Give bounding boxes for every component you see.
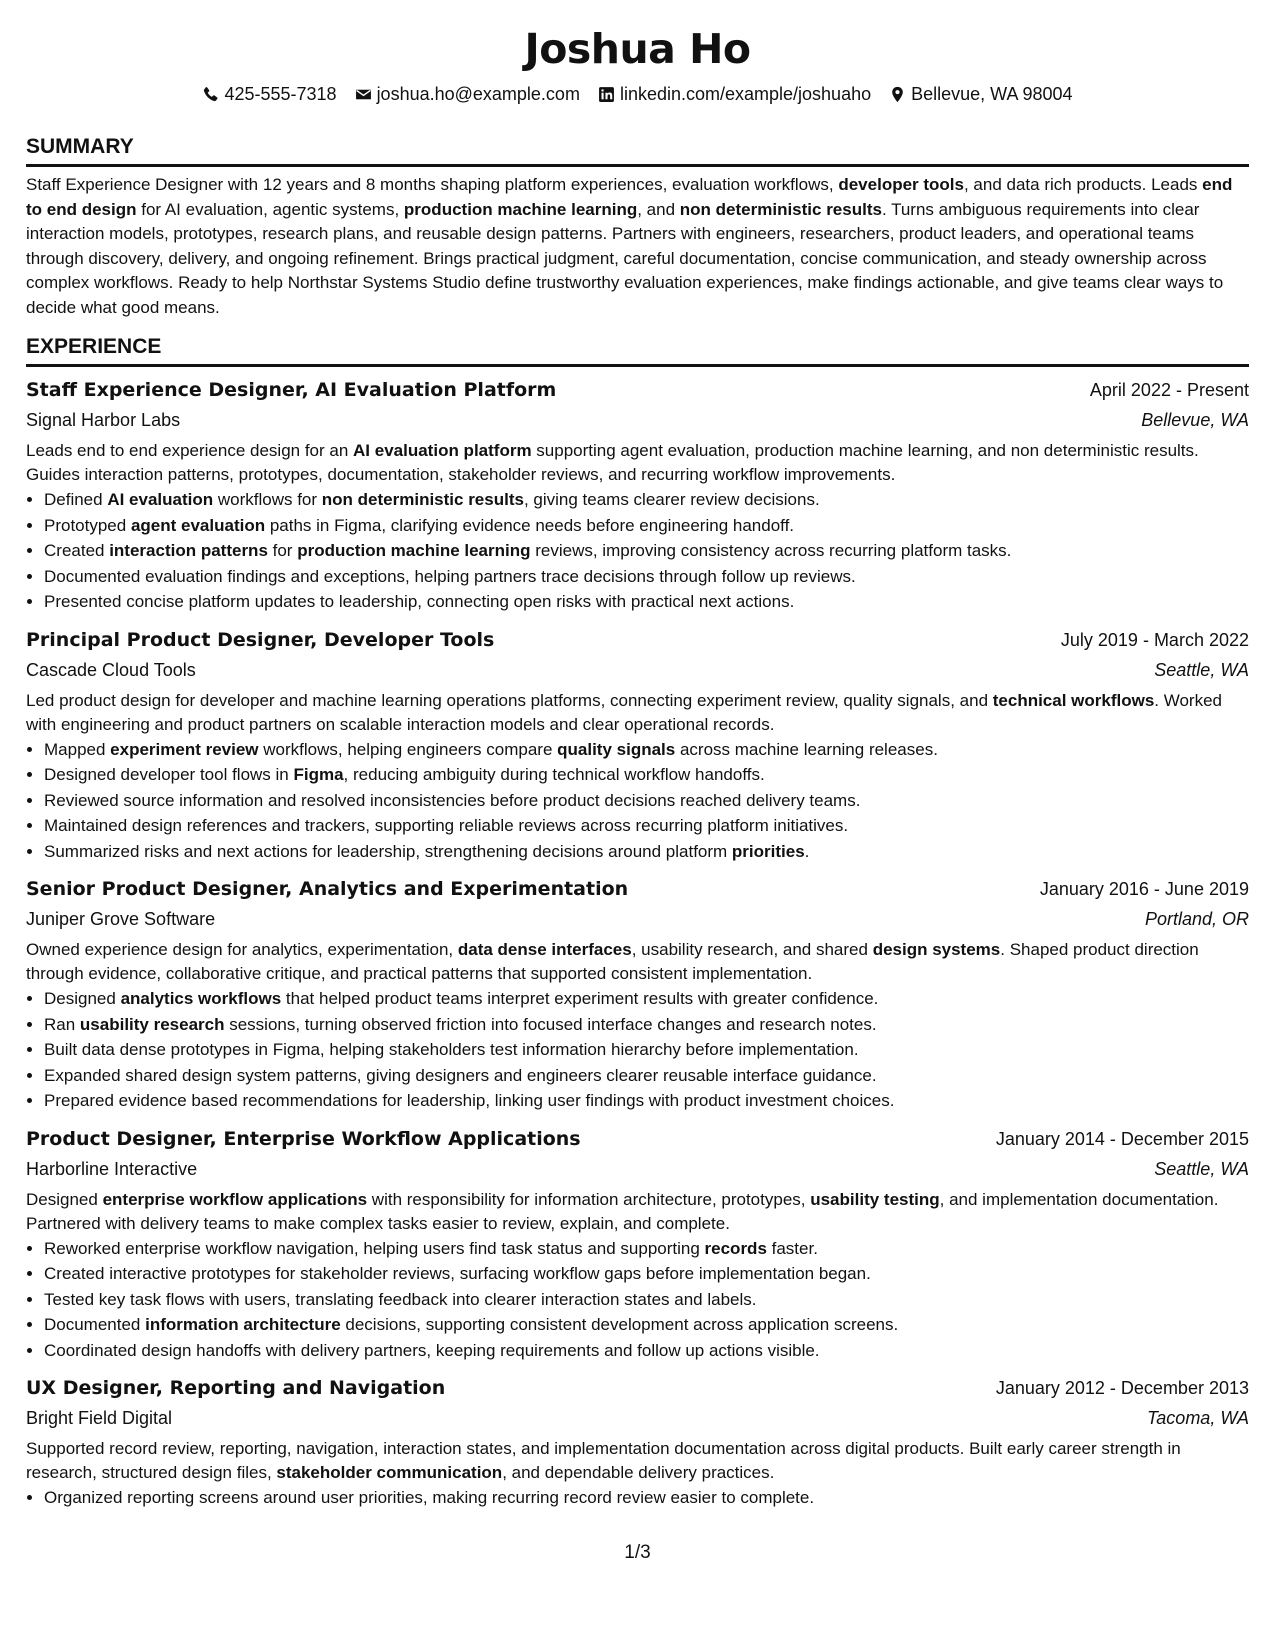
bold-keyword: AI evaluation [107,490,214,509]
text-run: Organized reporting screens around user priorities, making recurring record review easier to complete. [44,1488,815,1507]
bold-keyword: usability research [79,1014,225,1034]
job-entry [26,1124,1249,1364]
phone-text: 425-555-7318 [224,84,337,104]
contact-email[interactable] [355,82,580,106]
bold-keyword: records [704,1238,767,1258]
job-description [26,1437,1249,1485]
job-description [26,689,1249,737]
text-run: Defined [44,490,108,509]
text-run: . Shaped product direction through evidence, collaborative critique, and practical patterns that supported consistent implementation. [26,940,1199,983]
job-description [26,938,1249,986]
job-dates: April 2022 - Present [1089,380,1249,400]
text-run: Owned experience design for analytics, experimentation, [26,940,458,959]
bullet-item [44,762,1249,788]
job-entry [26,874,1249,1114]
candidate-name: Joshua Ho [524,25,751,73]
job-header-row [26,874,1249,904]
text-run: supporting agent evaluation, production machine learning, and non deterministic results. Guides interaction patterns, prototypes, documentation, stakeholder reviews, and recurring workflow improvements. [26,441,1199,484]
company-name: Harborline Interactive [26,1158,198,1179]
bullet-item [44,589,1249,615]
text-run: Created [44,541,110,560]
job-header-row [26,1373,1249,1403]
text-run: Maintained design references and trackers, supporting reliable reviews across recurring platform initiatives. [44,816,849,835]
text-run: Led product design for developer and machine learning operations platforms, connecting experiment review, quality signals, and [26,690,993,710]
bold-keyword: priorities [731,841,805,861]
bullet-item [44,538,1249,564]
contact-location [889,82,1072,106]
bold-keyword: enterprise workflow applications [102,1189,368,1209]
bold-keyword: data dense interfaces [457,940,632,959]
text-run: reviews, improving consistency across recurring platform tasks. [530,541,1012,560]
job-company-row [26,1154,1249,1184]
job-location: Bellevue, WA [1141,410,1249,430]
bold-keyword: technical workflows [992,690,1155,710]
text-run: Documented evaluation findings and exceptions, helping partners trace decisions through follow up reviews. [44,566,856,586]
text-run: Ran [44,1014,80,1034]
bold-keyword: agent evaluation [130,515,266,535]
summary-heading: SUMMARY [26,134,1249,167]
job-entry [26,375,1249,615]
job-list [26,375,1249,1511]
text-run: decisions, supporting consistent development across application screens. [340,1315,899,1334]
text-run: , giving teams clearer review decisions. [523,490,820,509]
company-name: Bright Field Digital [26,1408,173,1428]
job-bullets [26,1236,1249,1364]
text-run: Created interactive prototypes for stakeholder reviews, surfacing workflow gaps before implementation began. [44,1264,871,1283]
bullet-item [44,986,1249,1012]
bold-keyword: end to end design [26,175,1233,219]
bullet-item [44,1261,1249,1287]
text-run: Presented concise platform updates to leadership, connecting open risks with practical next actions. [44,592,795,611]
job-company-row [26,904,1249,934]
bold-keyword: experiment review [110,739,259,759]
text-run: , usability research, and shared [631,940,873,959]
text-run: paths in Figma, clarifying evidence needs before engineering handoff. [265,515,795,535]
text-run: Designed [26,1189,103,1209]
text-run: Summarized risks and next actions for leadership, strengthening decisions around platform [44,841,732,861]
job-description [26,439,1249,487]
bullet-item [44,1088,1249,1114]
job-bullets [26,1485,1249,1511]
text-run: , and data rich products. Leads [963,175,1203,194]
text-run: Tested key task flows with users, translating feedback into clearer interaction states and labels. [44,1289,757,1309]
job-location: Tacoma, WA [1146,1408,1249,1428]
phone-icon [202,86,219,103]
job-description [26,1188,1249,1236]
company-name: Juniper Grove Software [26,909,216,929]
linkedin-text: linkedin.com/example/joshuaho [619,84,872,104]
bullet-item [44,487,1249,513]
job-bullets [26,986,1249,1114]
job-dates: January 2012 - December 2013 [995,1378,1249,1398]
bold-keyword: analytics workflows [120,989,282,1008]
job-title: UX Designer, Reporting and Navigation [26,1377,446,1399]
map-pin-icon [889,86,906,103]
location-text: Bellevue, WA 98004 [911,84,1073,104]
text-run: for [267,541,298,560]
job-dates: January 2016 - June 2019 [1039,879,1249,899]
job-header-row [26,1124,1249,1154]
text-run: , and dependable delivery practices. [502,1463,775,1482]
job-dates: January 2014 - December 2015 [995,1128,1249,1149]
job-entry [26,625,1249,865]
job-header-row [26,375,1249,405]
bold-keyword: developer tools [838,175,964,194]
text-run: Designed developer tool flows in [44,765,294,784]
text-run: Coordinated design handoffs with delivery partners, keeping requirements and follow up actions visible. [44,1340,820,1360]
job-title: Product Designer, Enterprise Workflow Applications [26,1127,581,1150]
text-run: . Turns ambiguous requirements into clear interaction models, prototypes, research plans, and reusable design patterns. Partners with engineers, researchers, product leaders, and operational teams through discovery, delivery, and ongoing refinement. Brings practical judgment, careful documentation, concise communication, and steady ownership across complex workflows. Ready to help Northstar Systems Studio define trustworthy evaluation experiences, make findings actionable, and give teams clear ways to decide what good means. [26,199,1224,317]
bold-keyword: non deterministic results [321,490,524,509]
bold-keyword: interaction patterns [109,541,268,560]
text-run: with responsibility for information architecture, prototypes, [367,1189,811,1209]
job-company-row [26,655,1249,685]
experience-heading: EXPERIENCE [26,334,1249,367]
text-run: . Worked with engineering and product partners on scalable interaction models and clear operational records. [26,690,1223,734]
text-run: Staff Experience Designer with 12 years and 8 months shaping platform experiences, evaluation workflows, [26,175,839,194]
contact-phone[interactable] [202,82,336,106]
bold-keyword: AI evaluation platform [353,441,532,460]
bullet-item [44,1063,1249,1089]
linkedin-icon [598,86,615,103]
bullet-item [44,788,1249,814]
email-text: joshua.ho@example.com [376,84,580,104]
experience-section [26,334,1249,1511]
contact-linkedin[interactable] [598,82,871,106]
envelope-icon [355,86,372,103]
job-entry [26,1373,1249,1511]
bold-keyword: Figma [293,765,344,784]
text-run: Prepared evidence based recommendations for leadership, linking user findings with product investment choices. [44,1091,895,1110]
bullet-item [44,564,1249,590]
bold-keyword: information architecture [145,1315,341,1334]
text-run: Reviewed source information and resolved inconsistencies before product decisions reached delivery teams. [44,790,861,810]
text-run: , and implementation documentation. Partnered with delivery teams to make complex tasks easier to review, explain, and complete. [26,1189,1219,1233]
job-location: Seattle, WA [1154,659,1249,680]
bullet-item [44,1236,1249,1262]
job-bullets [26,487,1249,615]
bullet-item [44,1485,1249,1511]
text-run: Prototyped [44,515,131,535]
bold-keyword: non deterministic results [679,199,882,219]
company-name: Signal Harbor Labs [26,410,181,430]
text-run: , reducing ambiguity during technical workflow handoffs. [343,765,765,784]
bold-keyword: stakeholder communication [276,1463,503,1482]
text-run: Expanded shared design system patterns, giving designers and engineers clearer reusable interface guidance. [44,1065,877,1085]
bullet-item [44,1037,1249,1063]
job-location: Portland, OR [1144,909,1249,929]
job-bullets [26,737,1249,865]
bullet-item [44,513,1249,539]
text-run: Reworked enterprise workflow navigation, helping users find task status and supporting [44,1238,705,1258]
text-run: . [804,841,810,861]
summary-text [26,173,1249,320]
text-run: workflows for [213,490,322,509]
contact-bar [26,82,1249,106]
bullet-item [44,813,1249,839]
bold-keyword: quality signals [557,739,676,759]
bold-keyword: usability testing [810,1189,940,1209]
company-name: Cascade Cloud Tools [26,659,196,680]
bullet-item [44,839,1249,865]
page-number: 1/3 [624,1542,651,1563]
job-location: Seattle, WA [1154,1158,1249,1179]
job-header-row [26,625,1249,655]
bullet-item [44,1287,1249,1313]
text-run: Leads end to end experience design for an [26,441,354,460]
text-run: faster. [766,1238,818,1258]
bullet-item [44,737,1249,763]
bullet-item [44,1312,1249,1338]
bold-keyword: production machine learning [297,541,531,560]
bold-keyword: production machine learning [403,199,638,219]
text-run: Supported record review, reporting, navigation, interaction states, and implementation documentation across digital products. Built early career strength in research, structured design files, [26,1439,1181,1482]
job-title: Principal Product Designer, Developer Tools [26,628,495,651]
summary-section [26,134,1249,320]
job-company-row [26,405,1249,435]
text-run: , and [637,199,680,219]
text-run: Documented [44,1315,146,1334]
bullet-item [44,1012,1249,1038]
text-run: workflows, helping engineers compare [258,739,558,759]
job-title: Staff Experience Designer, AI Evaluation Platform [26,379,557,401]
bold-keyword: design systems [872,940,1001,959]
job-dates: July 2019 - March 2022 [1060,629,1249,650]
text-run: that helped product teams interpret experiment results with greater confidence. [281,989,879,1008]
bullet-item [44,1338,1249,1364]
text-run: for AI evaluation, agentic systems, [136,199,404,219]
text-run: Mapped [44,739,111,759]
text-run: across machine learning releases. [675,739,938,759]
text-run: sessions, turning observed friction into focused interface changes and research notes. [224,1014,877,1034]
text-run: Designed [44,989,121,1008]
job-title: Senior Product Designer, Analytics and Experimentation [26,878,629,900]
job-company-row [26,1403,1249,1433]
text-run: Built data dense prototypes in Figma, helping stakeholders test information hierarchy before implementation. [44,1040,859,1059]
